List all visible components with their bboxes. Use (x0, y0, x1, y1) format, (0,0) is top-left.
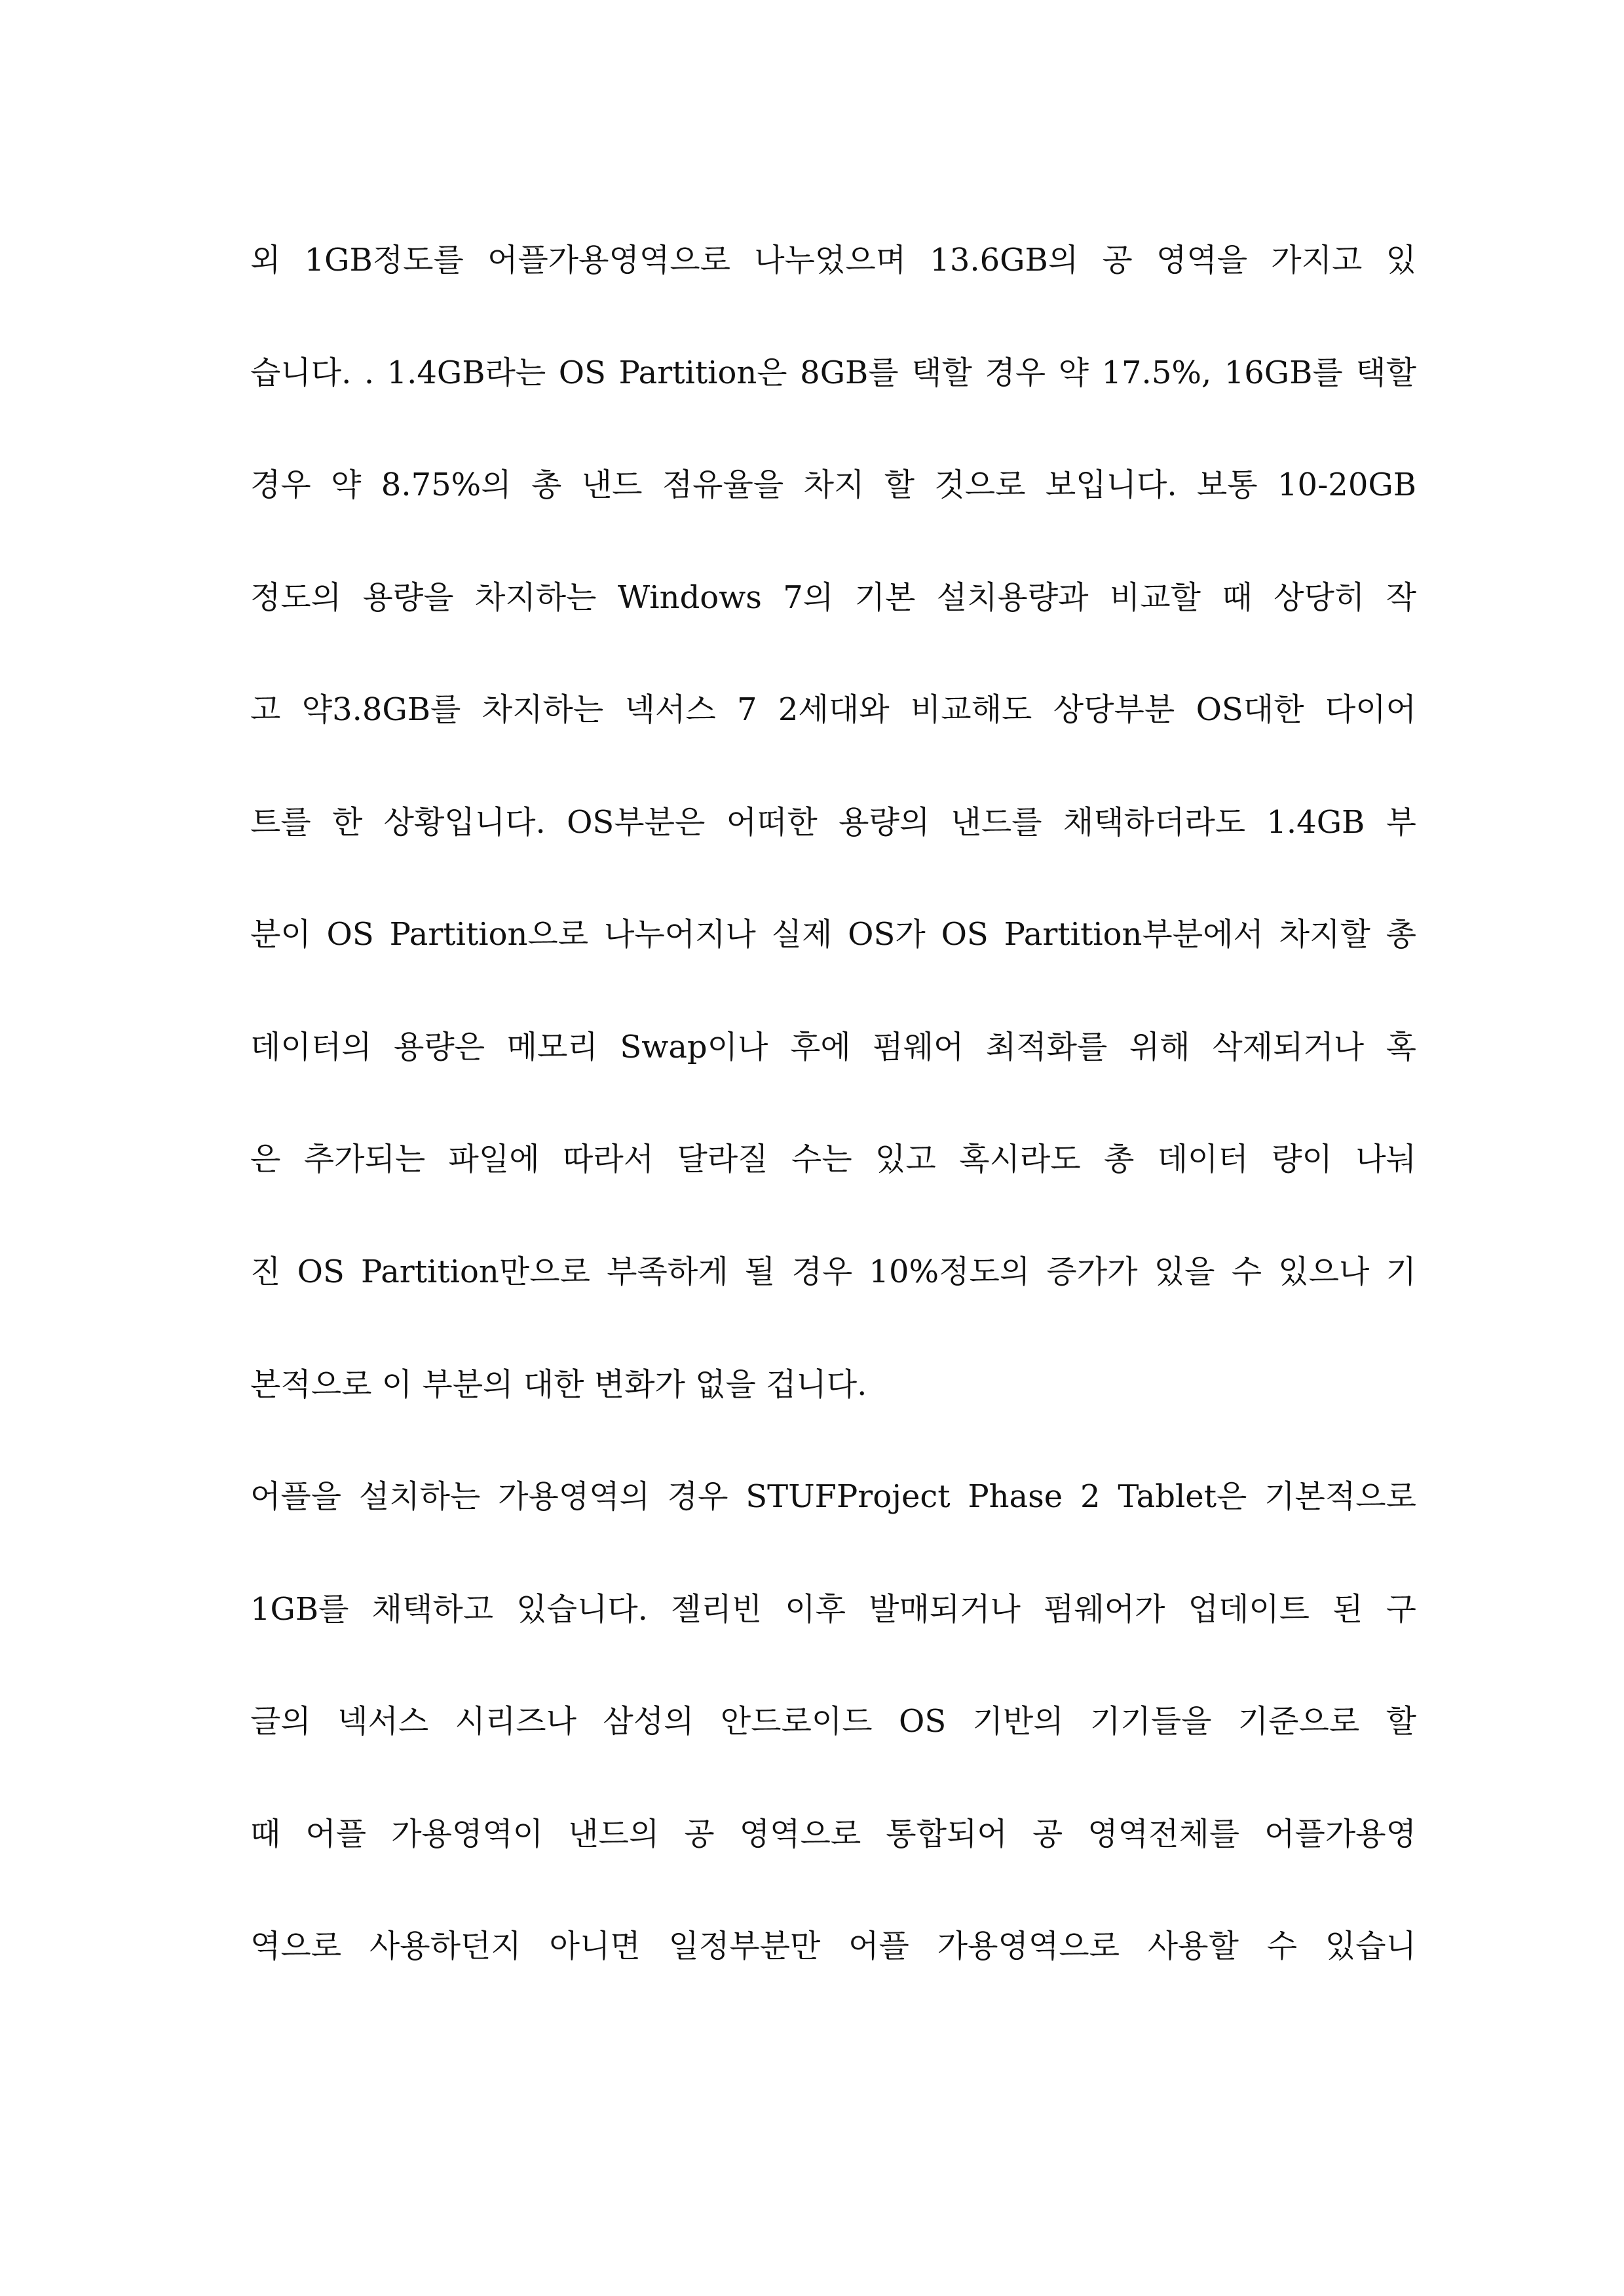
text-line-6: 트를 한 상황입니다. OS부분은 어떠한 용량의 낸드를 채택하더라도 1.4GB 부 (250, 804, 1416, 841)
text-line-3: 경우 약 8.75%의 총 낸드 점유율을 차지 할 것으로 보입니다. 보통 10-20GB (250, 467, 1416, 503)
text-line-1: 외 1GB정도를 어플가용영역으로 나누었으며 13.6GB의 공 영역을 가지고 있 (250, 242, 1416, 278)
text-line-2: 습니다. . 1.4GB라는 OS Partition은 8GB를 택할 경우 약 17.5%, 16GB를 택할 (250, 354, 1416, 391)
text-line-16: 역으로 사용하던지 아니면 일정부분만 어플 가용영역으로 사용할 수 있습니 (250, 1928, 1416, 1964)
text-line-14: 글의 넥서스 시리즈나 삼성의 안드로이드 OS 기반의 기기들을 기준으로 할 (250, 1703, 1416, 1740)
text-line-12: 어플을 설치하는 가용영역의 경우 STUFProject Phase 2 Tablet은 기본적으로 (250, 1478, 1416, 1515)
text-line-15: 때 어플 가용영역이 낸드의 공 영역으로 통합되어 공 영역전체를 어플가용영 (250, 1816, 1416, 1852)
text-line-5: 고 약3.8GB를 차지하는 넥서스 7 2세대와 비교해도 상당부분 OS대한 다이어 (250, 691, 1416, 728)
text-line-11: 본적으로 이 부분의 대한 변화가 없을 겁니다. (250, 1366, 867, 1403)
text-line-9: 은 추가되는 파일에 따라서 달라질 수는 있고 혹시라도 총 데이터 량이 나눠 (250, 1141, 1416, 1177)
text-line-10: 진 OS Partition만으로 부족하게 될 경우 10%정도의 증가가 있을 수 있으나 기 (250, 1253, 1416, 1290)
text-line-8: 데이터의 용량은 메모리 Swap이나 후에 펌웨어 최적화를 위해 삭제되거나 혹 (250, 1029, 1416, 1065)
text-line-4: 정도의 용량을 차지하는 Windows 7의 기본 설치용량과 비교할 때 상당히 작 (250, 579, 1416, 616)
text-line-13: 1GB를 채택하고 있습니다. 젤리빈 이후 발매되거나 펌웨어가 업데이트 된 구 (250, 1591, 1416, 1628)
text-line-7: 분이 OS Partition으로 나누어지나 실제 OS가 OS Partition부분에서 차지할 총 (250, 916, 1416, 953)
